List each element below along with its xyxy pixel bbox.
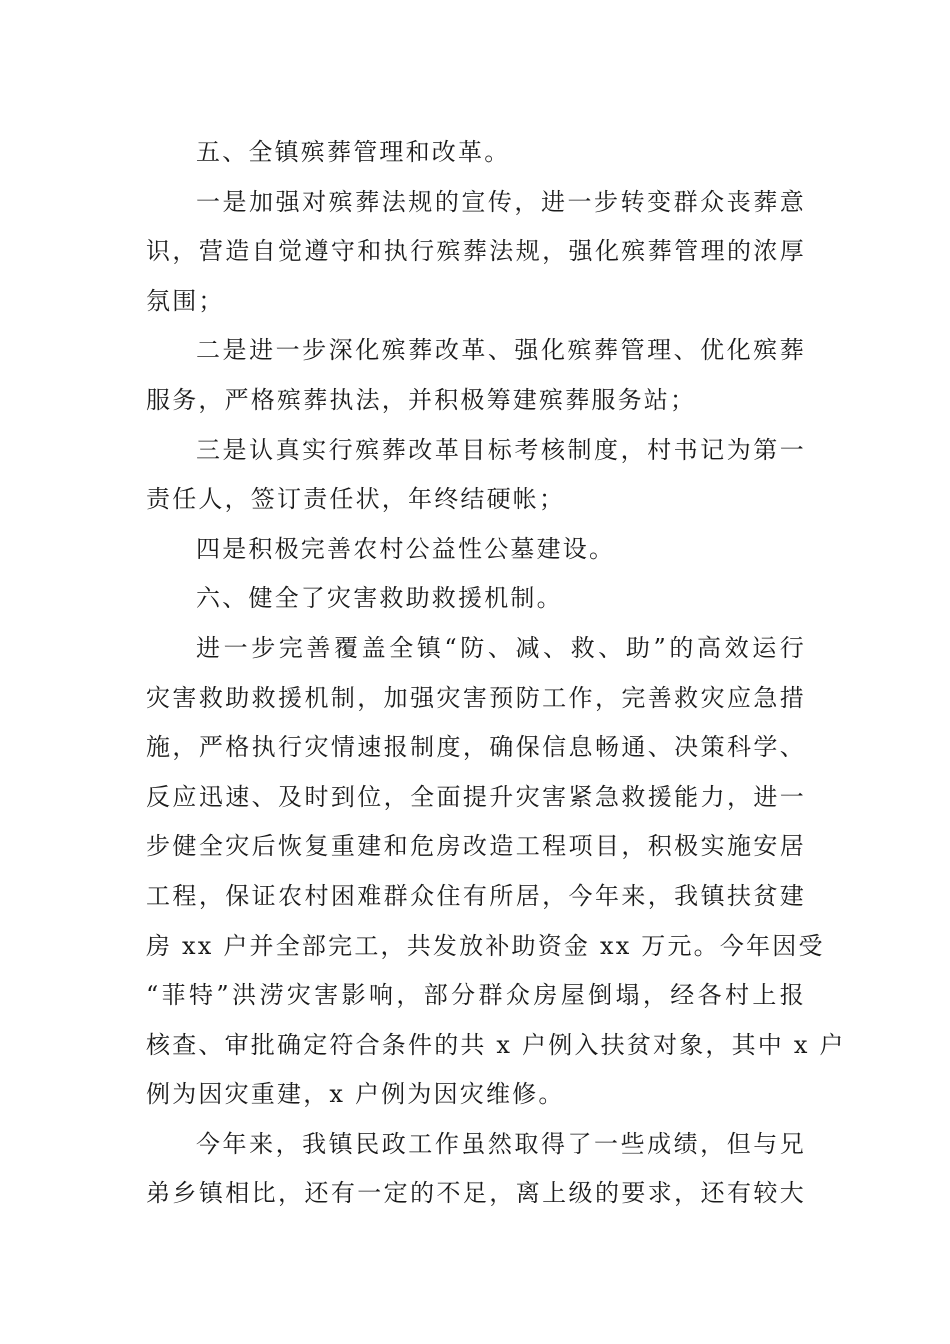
paragraph-line: 服务，严格殡葬执法，并积极筹建殡葬服务站； — [146, 385, 697, 414]
paragraph-line: 反应迅速、及时到位，全面提升灾害紧急救援能力，进一 — [146, 782, 806, 811]
paragraph-line: 责任人，签订责任状，年终结硬帐； — [146, 485, 566, 514]
paragraph-line: 核查、审批确定符合条件的共 x 户例入扶贫对象，其中 x 户 — [146, 1030, 846, 1059]
paragraph-line: 二是进一步深化殡葬改革、强化殡葬管理、优化殡葬 — [196, 336, 806, 365]
paragraph-line: 氛围； — [146, 286, 225, 315]
paragraph-line: “菲特”洪涝灾害影响，部分群众房屋倒塌，经各村上报 — [146, 981, 806, 1010]
section-heading-5: 五、全镇殡葬管理和改革。 — [196, 138, 511, 166]
paragraph-line: 三是认真实行殡葬改革目标考核制度，村书记为第一 — [196, 435, 806, 464]
paragraph-line: 步健全灾后恢复重建和危房改造工程项目，积极实施安居 — [146, 832, 806, 861]
paragraph-line: 灾害救助救援机制，加强灾害预防工作，完善救灾应急措 — [146, 683, 806, 712]
paragraph-line: 工程，保证农村困难群众住有所居，今年来，我镇扶贫建 — [146, 881, 806, 910]
paragraph-line: 四是积极完善农村公益性公墓建设。 — [196, 534, 616, 563]
paragraph-line: 识，营造自觉遵守和执行殡葬法规，强化殡葬管理的浓厚 — [146, 237, 806, 266]
paragraph-line: 进一步完善覆盖全镇“防、减、救、助”的高效运行 — [196, 633, 806, 662]
paragraph-line: 房 xx 户并全部完工，共发放补助资金 xx 万元。今年因受 — [146, 931, 825, 960]
paragraph-line: 施，严格执行灾情速报制度，确保信息畅通、决策科学、 — [146, 733, 806, 762]
section-heading-6: 六、健全了灾害救助救援机制。 — [196, 584, 563, 613]
paragraph-line: 一是加强对殡葬法规的宣传，进一步转变群众丧葬意 — [196, 187, 806, 216]
paragraph-line: 今年来，我镇民政工作虽然取得了一些成绩，但与兄 — [196, 1129, 806, 1158]
document-body — [146, 128, 846, 1219]
paragraph-line: 弟乡镇相比，还有一定的不足，离上级的要求，还有较大 — [146, 1179, 806, 1208]
paragraph-line: 例为因灾重建，x 户例为因灾维修。 — [146, 1080, 565, 1109]
